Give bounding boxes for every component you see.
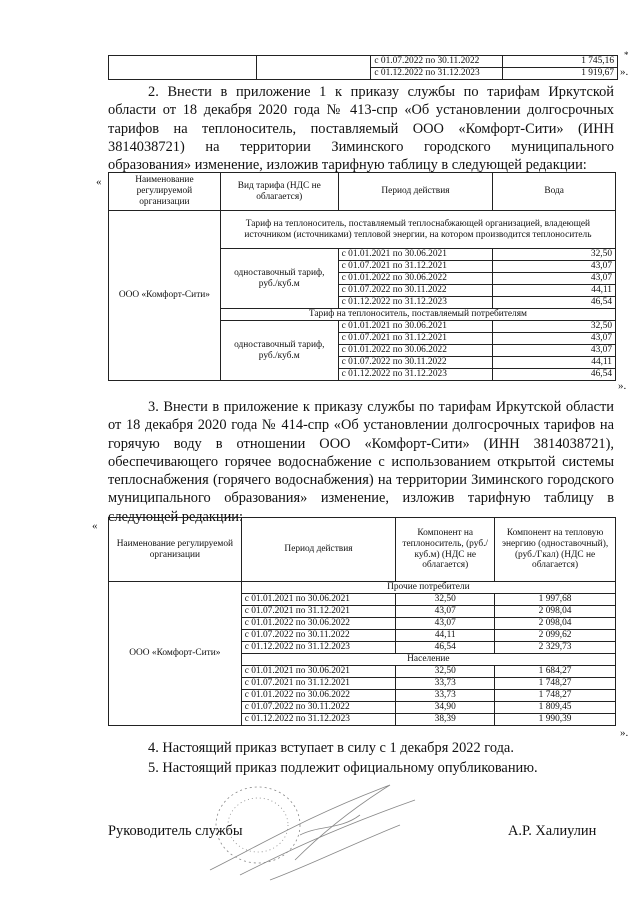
t2-org-name: ООО «Комфорт-Сити» [109,211,221,381]
t2-header-period: Период действия [338,173,493,211]
table2-close-quote: ». [618,380,627,392]
t3-c1: 43,07 [396,618,495,630]
t3-period: с 01.12.2022 по 31.12.2023 [241,642,396,654]
t2-period: с 01.12.2022 по 31.12.2023 [338,369,493,381]
t2-value: 43,07 [493,345,616,357]
t2-period: с 01.01.2022 по 30.06.2022 [338,345,493,357]
t2-header-water: Вода [493,173,616,211]
t3-c2: 1 748,27 [495,678,616,690]
t2-tariff-type-1: одноставочный тариф, руб./куб.м [220,249,338,309]
t3-header-comp1: Компонент на теплоноситель, (руб./куб.м) (НДС не облагается) [396,518,495,582]
t3-period: с 01.07.2021 по 31.12.2021 [241,606,396,618]
t2-value: 46,54 [493,369,616,381]
t3-c1: 43,07 [396,606,495,618]
t3-c1: 38,39 [396,714,495,726]
t3-c2: 1 748,27 [495,690,616,702]
t3-header-org: Наименование регулируемой организации [109,518,242,582]
t3-org-name: ООО «Комфорт-Сити» [109,582,242,726]
t3-period: с 01.01.2021 по 30.06.2021 [241,594,396,606]
t2-value: 43,07 [493,261,616,273]
t2-value: 32,50 [493,321,616,333]
t3-c2: 1 809,45 [495,702,616,714]
t3-c2: 2 098,04 [495,618,616,630]
top-table-fragment [108,55,618,80]
t3-period: с 01.07.2022 по 30.11.2022 [241,630,396,642]
top-period-1: с 01.07.2022 по 30.11.2022 [371,56,503,68]
t2-value: 43,07 [493,273,616,285]
t2-period: с 01.12.2022 по 31.12.2023 [338,297,493,309]
t3-c1: 32,50 [396,666,495,678]
t3-c1: 34,90 [396,702,495,714]
t3-c1: 32,50 [396,594,495,606]
paragraph-2: 2. Внести в приложение 1 к приказу службы по тарифам Иркутской области от 18 декабря 2020 года № 413-спр «Об установлении долгосрочных тарифов на теплоноситель, поставляемый ООО «Комфорт-Сити» (ИНН 3814038721) на территории Зиминского городского муниципального образования» изменение, изложив тарифную таблицу в следующей редакции: [108,84,614,174]
t3-c1: 33,73 [396,678,495,690]
t3-period: с 01.07.2021 по 31.12.2021 [241,678,396,690]
top-extra-mark: * [624,50,629,60]
top-value-1: 1 745,16 [503,56,618,68]
t2-period: с 01.01.2022 по 30.06.2022 [338,273,493,285]
t3-period: с 01.12.2022 по 31.12.2023 [241,714,396,726]
t3-c2: 2 098,04 [495,606,616,618]
t2-header-tariff: Вид тарифа (НДС не облагается) [220,173,338,211]
t3-header-period: Период действия [241,518,396,582]
t3-c1: 44,11 [396,630,495,642]
t3-period: с 01.01.2022 по 30.06.2022 [241,690,396,702]
t3-c2: 2 329,73 [495,642,616,654]
top-table-close-quote: ». [620,66,629,78]
table3-open-quote: « [92,520,98,532]
t3-period: с 01.07.2022 по 30.11.2022 [241,702,396,714]
t2-section-2: Тариф на теплоноситель, поставляемый потребителям [220,309,615,321]
signature-name: А.Р. Халиулин [508,823,597,839]
t3-header-comp2: Компонент на тепловую энергию (одноставочный), (руб./Гкал) (НДС не облагается) [495,518,616,582]
table3-close-quote: ». [620,727,629,739]
t3-c2: 1 684,27 [495,666,616,678]
t3-period: с 01.01.2022 по 30.06.2022 [241,618,396,630]
teplonositel-tariff-table [108,172,616,381]
t2-period: с 01.07.2021 по 31.12.2021 [338,261,493,273]
t2-value: 44,11 [493,357,616,369]
t3-c1: 33,73 [396,690,495,702]
paragraph-4: 4. Настоящий приказ вступает в силу с 1 декабря 2022 года. [148,740,514,756]
t2-value: 44,11 [493,285,616,297]
t2-period: с 01.07.2021 по 31.12.2021 [338,333,493,345]
t3-c2: 1 997,68 [495,594,616,606]
t3-section-2: Население [241,654,615,666]
t2-header-org: Наименование регулируемой организации [109,173,221,211]
top-period-2: с 01.12.2022 по 31.12.2023 [371,68,503,80]
t2-period: с 01.01.2021 по 30.06.2021 [338,321,493,333]
table2-open-quote: « [96,176,102,188]
t2-section-1: Тариф на теплоноситель, поставляемый теплоснабжающей организацией, владеющей источником (источниками) тепловой энергии, на котором производится теплоноситель [220,211,615,249]
t2-period: с 01.07.2022 по 30.11.2022 [338,357,493,369]
signature-title: Руководитель службы [108,823,243,839]
t3-c2: 1 990,39 [495,714,616,726]
t2-value: 32,50 [493,249,616,261]
t2-period: с 01.01.2021 по 30.06.2021 [338,249,493,261]
t3-section-1: Прочие потребители [241,582,615,594]
t2-value: 46,54 [493,297,616,309]
hot-water-tariff-table [108,517,616,726]
t3-c2: 2 099,62 [495,630,616,642]
t3-c1: 46,54 [396,642,495,654]
t3-period: с 01.01.2021 по 30.06.2021 [241,666,396,678]
t2-period: с 01.07.2022 по 30.11.2022 [338,285,493,297]
t2-tariff-type-2: одноставочный тариф, руб./куб.м [220,321,338,381]
t2-value: 43,07 [493,333,616,345]
paragraph-3: 3. Внести в приложение к приказу службы по тарифам Иркутской области от 18 декабря 2020 года № 414-спр «Об установлении долгосрочных тарифов на горячую воду в отношении ООО «Комфорт-Сити» (ИНН 3814038721), обеспечивающего горячее водоснабжение с использованием открытой системы теплоснабжения (горячего водоснабжения) на территории Зиминского городского муниципального образования» изменение, изложив тарифную таблицу в следующей редакции: [108,399,614,525]
top-value-2: 1 919,67 [503,68,618,80]
paragraph-5: 5. Настоящий приказ подлежит официальному опубликованию. [148,760,538,776]
